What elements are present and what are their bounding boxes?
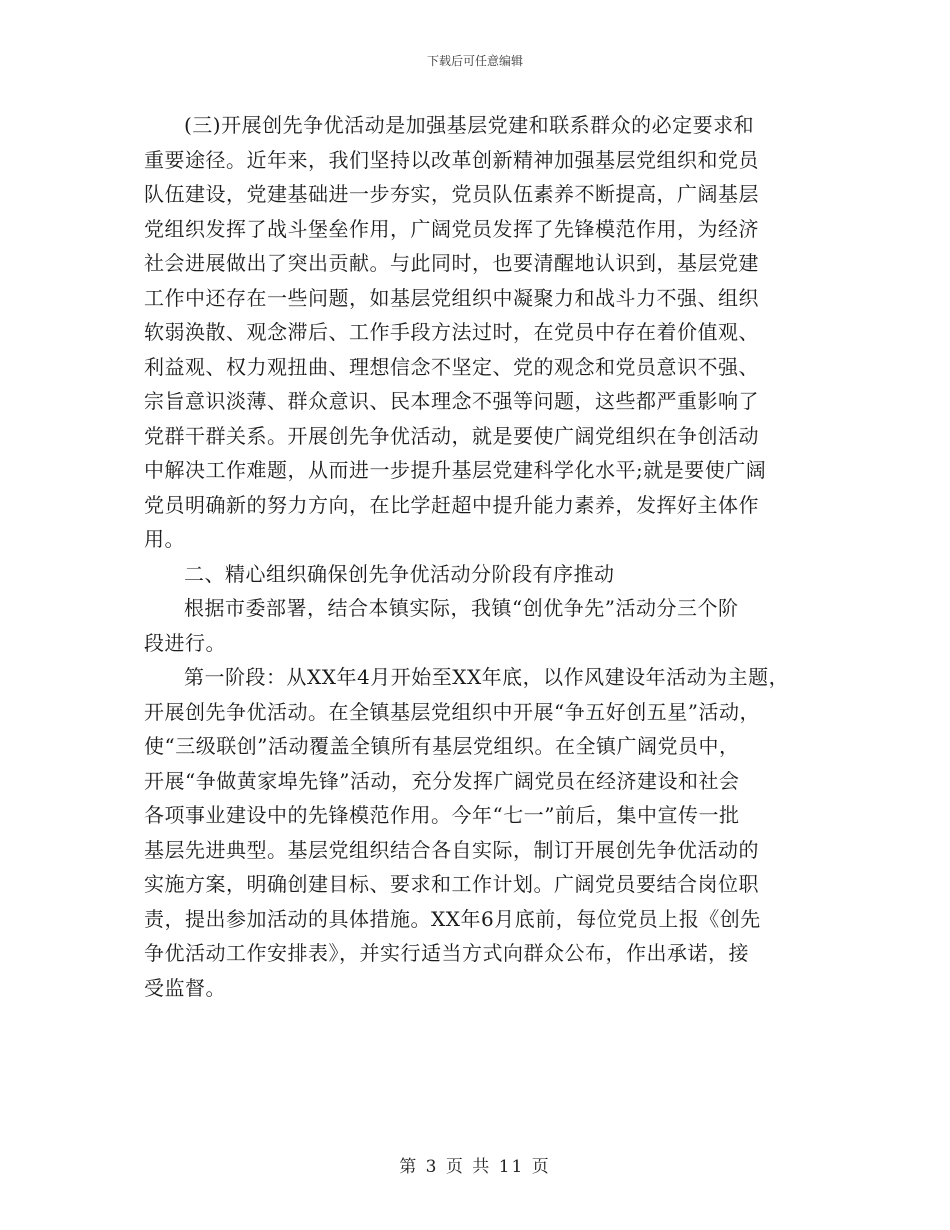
text-line: 党群干群关系。开展创先争优活动，就是要使广阔党组织在争创活动	[144, 423, 759, 448]
text-line: (三)开展创先争优活动是加强基层党建和联系群众的必定要求和	[184, 113, 755, 137]
text-line: 实施方案，明确创建目标、要求和工作计划。广阔党员要结合岗位职	[144, 872, 759, 896]
text-line: 宗旨意识淡薄、群众意识、民本理念不强等问题，这些都严重影响了	[144, 389, 759, 413]
document-body	[144, 108, 809, 1005]
text-line: 使“三级联创”活动覆盖全镇所有基层党组织。在全镇广阔党员中，	[144, 734, 740, 758]
text-line: 开展“争做黄家埠先锋”活动，充分发挥广阔党员在经济建设和社会	[144, 768, 740, 793]
text-line: 开展创先争优活动。在全镇基层党组织中开展“争五好创五星”活动，	[144, 699, 760, 724]
text-line: 利益观、权力观扭曲、理想信念不坚定、党的观念和党员意识不强、	[144, 354, 759, 379]
text-line: 用。	[144, 527, 185, 551]
page-header: 下载后可任意编辑	[426, 54, 523, 68]
text-line: 根据市委部署，结合本镇实际，我镇“创优争先”活动分三个阶	[184, 596, 739, 620]
text-line: 重要途径。近年来，我们坚持以改革创新精神加强基层党组织和党员	[144, 147, 759, 172]
text-line: 受监督。	[144, 975, 226, 1000]
text-line: 党员明确新的努力方向，在比学赶超中提升能力素养，发挥好主体作	[144, 492, 759, 517]
text-line: 段进行。	[144, 630, 226, 655]
text-line: 软弱涣散、观念滞后、工作手段方法过时，在党员中存在着价值观、	[144, 320, 759, 344]
text-line: 党组织发挥了战斗堡垒作用，广阔党员发挥了先锋模范作用，为经济	[144, 216, 759, 241]
text-line: 二、精心组织确保创先争优活动分阶段有序推动	[184, 561, 615, 586]
text-line: 责，提出参加活动的具体措施。XX年6月底前，每位党员上报《创先	[144, 906, 761, 931]
page-footer: 第 3 页 共 11 页	[399, 1157, 551, 1177]
text-line: 基层先进典型。基层党组织结合各自实际，制订开展创先争优活动的	[144, 837, 759, 862]
text-line: 各项事业建设中的先锋模范作用。今年“七一”前后，集中宣传一批	[144, 803, 740, 827]
text-line: 中解决工作难题，从而进一步提升基层党建科学化水平;就是要使广阔	[144, 458, 767, 482]
text-line: 社会进展做出了突出贡献。与此同时，也要清醒地认识到，基层党建	[144, 251, 759, 275]
text-line: 队伍建设，党建基础进一步夯实，党员队伍素养不断提高，广阔基层	[144, 182, 759, 206]
text-line: 争优活动工作安排表》，并实行适当方式向群众公布，作出承诺，接	[144, 941, 749, 965]
text-line: 工作中还存在一些问题，如基层党组织中凝聚力和战斗力不强、组织	[144, 285, 759, 310]
text-line: 第一阶段：从XX年4月开始至XX年底，以作风建设年活动为主题，	[184, 665, 790, 689]
